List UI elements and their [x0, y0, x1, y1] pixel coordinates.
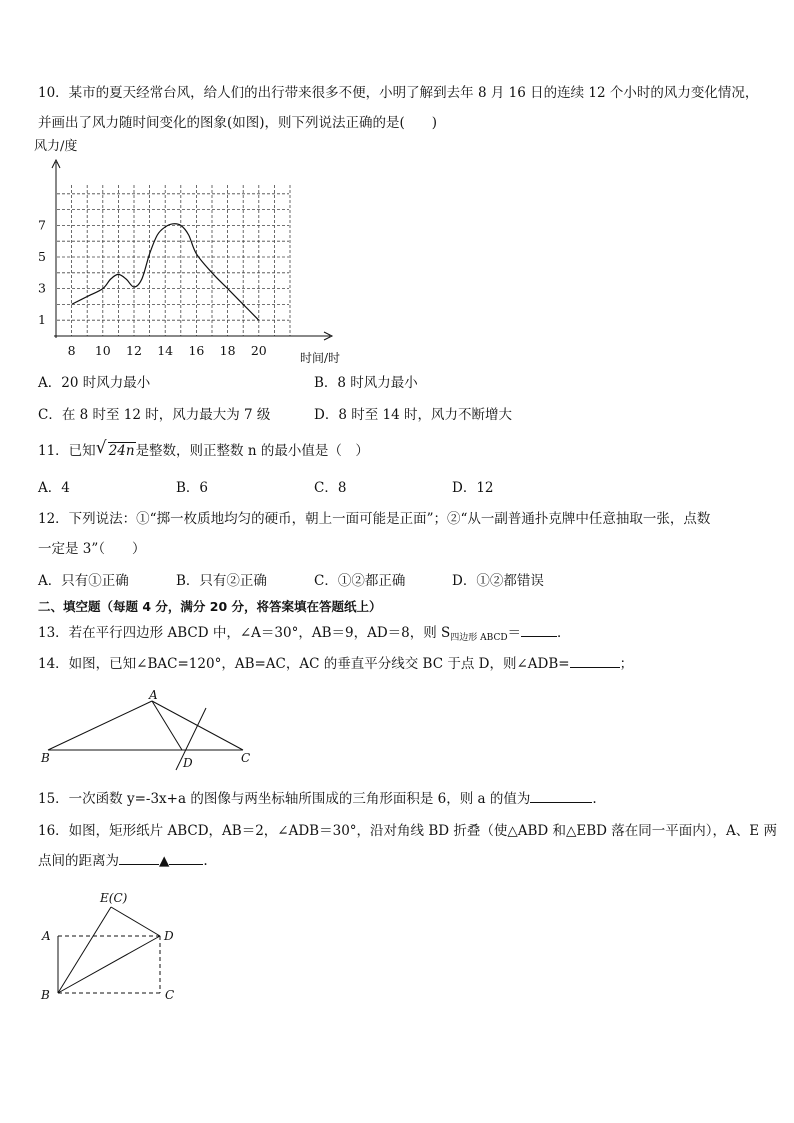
y-tick-label: 7 [38, 217, 46, 233]
q16-line1: 16．如图，矩形纸片 ABCD，AB＝2，∠ADB＝30°，沿对角线 BD 折叠（使△ABD 和△EBD 落在同一平面内），A、E 两 [38, 823, 777, 839]
q14-answer-blank[interactable] [570, 655, 620, 668]
q12-line1: 12．下列说法：①“掷一枚质地均匀的硬币，朝上一面可能是正面”；②“从一副普通扑克牌中任意抽取一张，点数 [38, 511, 711, 527]
segment-ad [152, 701, 182, 750]
x-tick-label: 14 [157, 343, 174, 358]
q14-end: ； [619, 656, 634, 672]
q16-figure [38, 886, 198, 1006]
x-tick-label: 16 [188, 343, 205, 358]
y-tick-label: 1 [38, 312, 46, 328]
q10-option-b: B．8 时风力最小 [314, 375, 418, 391]
q13-end: ． [557, 625, 571, 641]
label-c: C [241, 751, 251, 765]
x-tick-label: 18 [219, 343, 236, 358]
q14-text: 14．如图，已知∠BAC=120°，AB=AC，AC 的垂直平分线交 BC 于点 D，则∠ADB= [38, 656, 570, 672]
sqrt-expression [95, 438, 136, 460]
x-tick-label: 20 [250, 343, 267, 358]
wind-chart [30, 136, 350, 366]
q11-option-c: C．8 [314, 480, 347, 496]
q16-prefix: 点间的距离为 [38, 853, 119, 869]
y-tick-label: 5 [38, 249, 46, 264]
q10-option-d: D．8 时至 14 时，风力不断增大 [314, 407, 512, 423]
q16-end: . [203, 853, 208, 869]
segment-ba [48, 701, 152, 750]
q13-stem [38, 624, 571, 647]
section-title: 二、填空题（每题 4 分，满分 20 分，将答案填在答题纸上） [38, 599, 382, 614]
q16-answer-blank-left[interactable] [119, 852, 159, 865]
q16-answer-blank-right[interactable] [169, 852, 203, 865]
q10-option-a: A．20 时风力最小 [38, 375, 151, 391]
diagonal-bd [58, 936, 160, 993]
q15-stem [38, 790, 597, 808]
fold-be [58, 907, 111, 993]
q16-marker: ▲ [159, 853, 170, 869]
q15-text: 15．一次函数 y=-3x+a 的图像与两坐标轴所围成的三角形面积是 6，则 a 的值为 [38, 791, 531, 807]
radical-sign-icon: √ [95, 438, 107, 458]
q11-option-a: A．4 [38, 480, 70, 496]
q14-stem [38, 655, 633, 673]
fold-ed [111, 907, 160, 936]
q12-line2: 一定是 3”（ ） [38, 541, 146, 557]
x-axis-label: 时间/时 [300, 351, 341, 365]
q15-end: . [592, 791, 597, 807]
q11-suffix: 是整数，则正整数 n 的最小值是（ ） [135, 443, 369, 459]
q14-figure [38, 686, 268, 776]
chart-ticks [38, 217, 267, 358]
label-b: B [41, 751, 50, 765]
x-tick-label: 10 [94, 343, 111, 358]
q10-option-c: C．在 8 时至 12 时，风力最大为 7 级 [38, 407, 271, 423]
q12-option-d: D．①②都错误 [452, 573, 544, 589]
q15-answer-blank[interactable] [530, 790, 592, 803]
label-c: C [165, 988, 175, 1002]
q12-option-c: C．①②都正确 [314, 573, 406, 589]
y-axis-label: 风力/度 [34, 139, 78, 154]
label-d: D [183, 756, 193, 770]
q13-answer-blank[interactable] [521, 624, 557, 637]
q11-prefix: 11．已知 [38, 443, 96, 459]
q12-option-a: A．只有①正确 [38, 573, 129, 589]
q13-subscript: 四边形 ABCD [450, 633, 508, 643]
q16-line2 [38, 852, 208, 870]
label-e: E(C) [100, 891, 128, 905]
y-tick-label: 3 [38, 280, 46, 296]
label-d: D [164, 929, 174, 943]
q11-stem [38, 438, 369, 460]
chart-grid [57, 185, 290, 336]
q10-line2: 并画出了风力随时间变化的图象(如图)，则下列说法正确的是( ) [38, 115, 438, 131]
label-b: B [41, 988, 50, 1002]
q11-option-b: B．6 [176, 480, 209, 496]
label-a: A [149, 688, 158, 702]
q13-equals: ＝ [507, 625, 522, 641]
radicand: 24n [108, 443, 135, 459]
x-tick-label: 8 [67, 343, 76, 358]
label-a: A [42, 929, 51, 943]
q11-option-d: D．12 [452, 480, 494, 496]
x-tick-label: 12 [126, 343, 142, 358]
q12-option-b: B．只有②正确 [176, 573, 267, 589]
q13-text: 13．若在平行四边形 ABCD 中，∠A＝30°，AB＝9，AD＝8，则 S [38, 625, 451, 641]
q10-line1: 10．某市的夏天经常台风，给人们的出行带来很多不便，小明了解到去年 8 月 16 日的连续 12 个小时的风力变化情况， [38, 85, 759, 101]
